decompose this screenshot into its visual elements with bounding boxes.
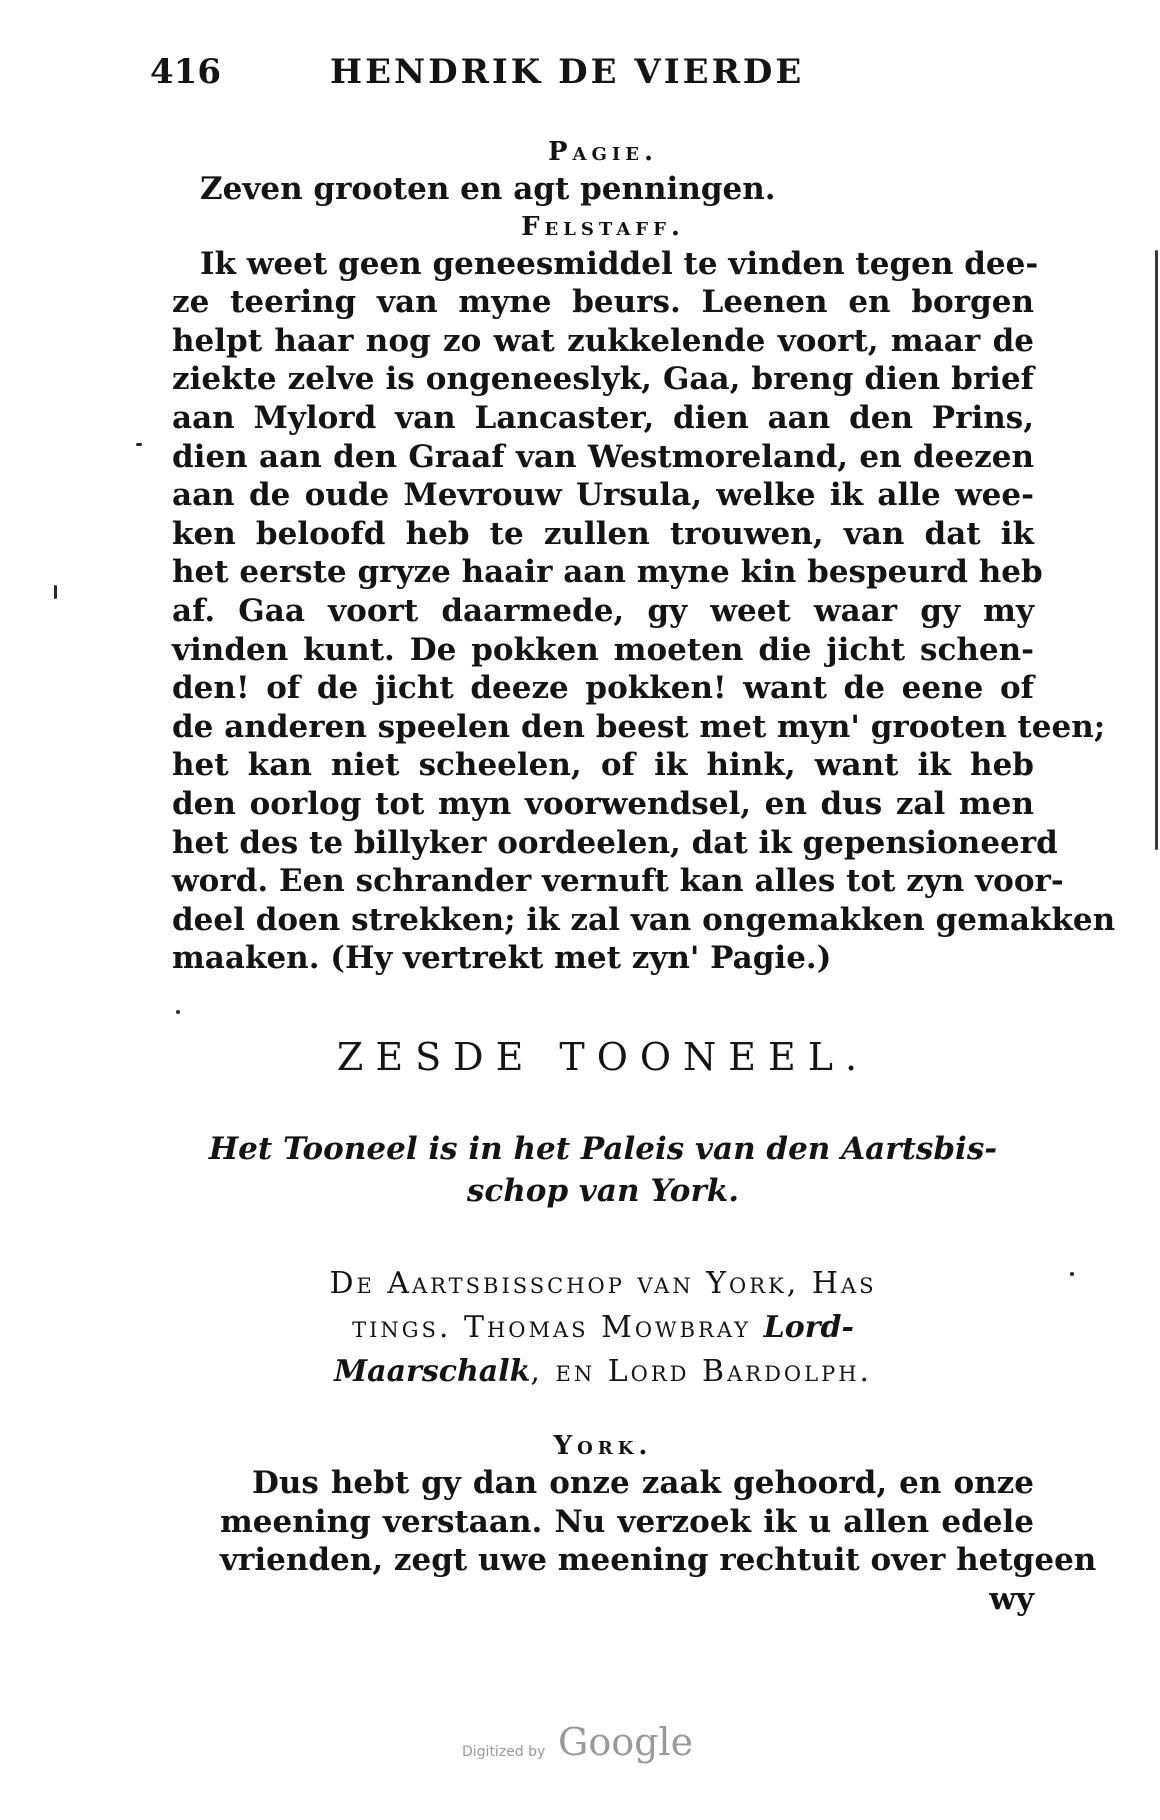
ink-speck	[1070, 1272, 1074, 1276]
speech-line: maaken. (Hy vertrekt met zyn' Pagie.)	[172, 940, 832, 977]
digitized-prefix: Digitized by	[462, 1744, 546, 1760]
page-number: 416	[150, 52, 221, 92]
speech-line: Ik weet geen geneesmiddel te vinden tegen dee-	[200, 245, 1039, 282]
digitized-watermark	[462, 1720, 702, 1770]
setting-line: schop van York.	[466, 1173, 740, 1209]
persons-title: Maarschalk	[333, 1354, 531, 1389]
google-logo: Google	[558, 1720, 694, 1764]
page-header	[150, 52, 890, 102]
speech-line: het eerste gryze haair aan myne kin bespeurd heb	[172, 554, 1043, 591]
dramatis-personae	[172, 1262, 1034, 1394]
speech-line: het des te billyker oordeelen, dat ik gepensioneerd	[172, 824, 1058, 861]
dialogue-block-felstaff	[172, 134, 1116, 978]
ink-speck	[176, 1010, 180, 1014]
speech-line: word. Een schrander vernuft kan alles tot zyn voor-	[172, 863, 1064, 900]
speech-line: aan de oude Mevrouw Ursula, welke ik alle wee-	[172, 477, 1034, 514]
persons-title: Lord-	[763, 1310, 854, 1345]
scene-setting	[172, 1128, 1034, 1212]
ink-speck	[54, 585, 57, 599]
speech-line: meening verstaan. Nu verzoek ik u allen edele	[220, 1503, 1034, 1540]
speech-line: helpt haar nog zo wat zukkelende voort, maar de	[172, 322, 1034, 359]
persons-text: tings. Thomas Mowbray	[352, 1310, 764, 1345]
speaker-york: York.	[553, 1431, 653, 1461]
speech-line: ze teering van myne beurs. Leenen en borgen	[172, 284, 1034, 321]
speech-line: vinden kunt. De pokken moeten die jicht schen-	[172, 631, 1034, 668]
setting-line: Het Tooneel is in het Paleis van den Aartsbis-	[208, 1131, 998, 1167]
ink-speck	[136, 443, 142, 446]
catchword: wy	[989, 1580, 1034, 1617]
running-title: HENDRIK DE VIERDE	[330, 52, 805, 92]
speech-line: vrienden, zegt uwe meening rechtuit over hetgeen	[220, 1542, 1097, 1579]
speech-line: dien aan den Graaf van Westmoreland, en deezen	[172, 438, 1034, 475]
speech-line: aan Mylord van Lancaster, dien aan den Prins,	[172, 399, 1034, 436]
speech-line: den! of de jicht deeze pokken! want de eene of	[172, 670, 1034, 707]
pagie-speech-line: Zeven grooten en agt penningen.	[200, 171, 776, 207]
page-edge-line	[1155, 250, 1158, 850]
speech-line: af. Gaa voort daarmede, gy weet waar gy my	[172, 592, 1034, 629]
speech-line: het kan niet scheelen, of ik hink, want ik heb	[172, 747, 1034, 784]
persons-line	[172, 1306, 1034, 1350]
speech-line: ziekte zelve is ongeneeslyk, Gaa, breng dien brief	[172, 361, 1034, 398]
speech-line: de anderen speelen den beest met myn' grooten teen;	[172, 708, 1106, 745]
speech-line: Dus hebt gy dan onze zaak gehoord, en onze	[252, 1465, 1034, 1501]
speech-line: den oorlog tot myn voorwendsel, en dus zal men	[172, 785, 1034, 822]
speech-line: deel doen strekken; ik zal van ongemakken gemakken	[172, 901, 1116, 938]
dialogue-block-york	[172, 1428, 1097, 1618]
persons-text: , en Lord Bardolph.	[530, 1354, 873, 1389]
persons-line: De Aartsbisschop van York, Has	[329, 1266, 877, 1301]
speech-line: ken beloofd heb te zullen trouwen, van dat ik	[172, 515, 1034, 552]
persons-line	[172, 1350, 1034, 1394]
scene-title: ZESDE TOONEEL.	[336, 1035, 870, 1079]
speaker-felstaff: Felstaff.	[521, 211, 685, 242]
speaker-pagie: Pagie.	[547, 137, 659, 167]
